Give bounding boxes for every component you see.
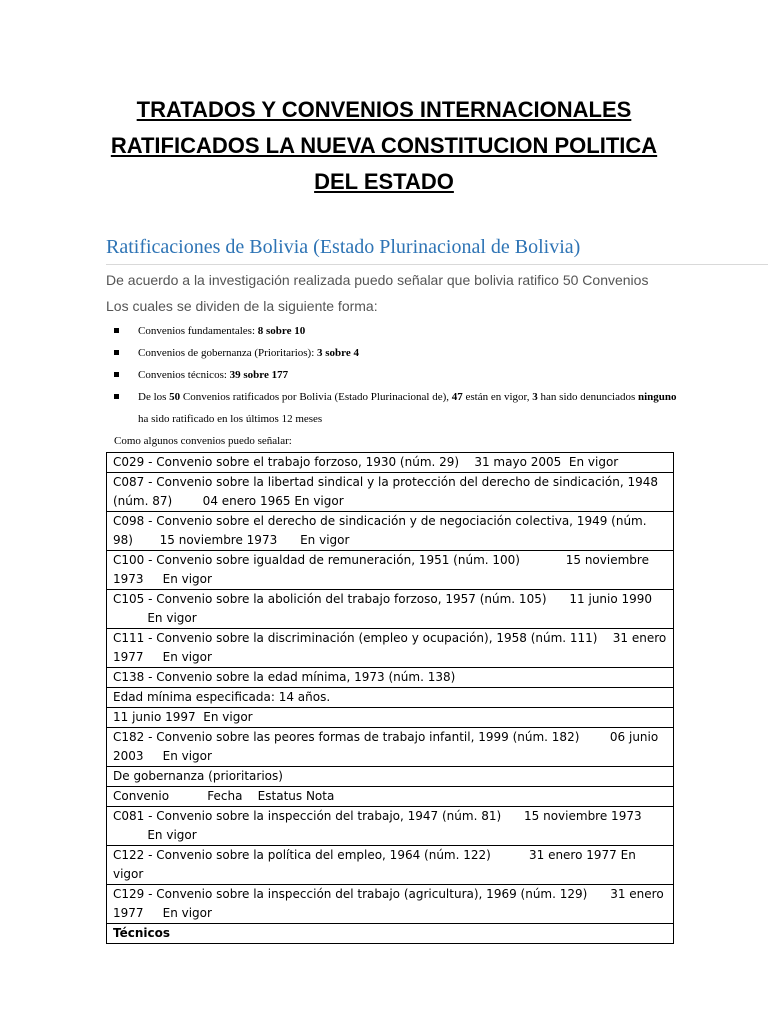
bullet-resumen: [112, 386, 712, 430]
bullet-value: ninguno: [637, 391, 677, 403]
table-cell: C105 - Convenio sobre la abolición del trabajo forzoso, 1957 (núm. 105) 11 junio 1990 En vigor: [107, 590, 674, 629]
table-row: [107, 590, 674, 629]
table-cell: Edad mínima especificada: 14 años.: [107, 688, 674, 708]
convenios-table: [106, 452, 674, 944]
table-row: [107, 708, 674, 728]
heading-divider: [106, 264, 768, 265]
bullet-text: han sido denunciados: [537, 391, 638, 403]
bullet-text: Convenios ratificados por Bolivia (Estado Plurinacional de),: [180, 391, 452, 403]
table-cell: C122 - Convenio sobre la política del empleo, 1964 (núm. 122) 31 enero 1977 En vigor: [107, 846, 674, 885]
table-cell: C081 - Convenio sobre la inspección del trabajo, 1947 (núm. 81) 15 noviembre 1973 En vigor: [107, 807, 674, 846]
table-cell: C087 - Convenio sobre la libertad sindical y la protección del derecho de sindicación, 1948 (núm. 87) 04 enero 1965 En vigor: [107, 473, 674, 512]
table-row: [107, 688, 674, 708]
bullet-text: están en vigor,: [462, 391, 533, 403]
table-cell: De gobernanza (prioritarios): [107, 767, 674, 787]
table-row: [107, 846, 674, 885]
square-bullet-icon: [114, 394, 119, 399]
table-cell: C138 - Convenio sobre la edad mínima, 1973 (núm. 138): [107, 668, 674, 688]
intro-line-2: Los cuales se dividen de la siguiente forma:: [106, 298, 378, 314]
table-row: [107, 473, 674, 512]
bullet-value: 50: [169, 391, 181, 403]
square-bullet-icon: [114, 372, 119, 377]
table-intro-text: Como algunos convenios puedo señalar:: [114, 435, 292, 447]
table-row: [107, 728, 674, 767]
table-cell: C029 - Convenio sobre el trabajo forzoso, 1930 (núm. 29) 31 mayo 2005 En vigor: [107, 453, 674, 473]
bullet-value: 3 sobre 4: [317, 347, 359, 359]
table-row: [107, 551, 674, 590]
table-cell: C182 - Convenio sobre las peores formas de trabajo infantil, 1999 (núm. 182) 06 junio 2003 En vigor: [107, 728, 674, 767]
table-cell: C111 - Convenio sobre la discriminación (empleo y ocupación), 1958 (núm. 111) 31 enero 1977 En vigor: [107, 629, 674, 668]
table-row: [107, 885, 674, 924]
bullet-tecnicos: [112, 364, 712, 386]
table-row: [107, 668, 674, 688]
table-row: [107, 453, 674, 473]
title-line-1: TRATADOS Y CONVENIOS INTERNACIONALES: [136, 97, 632, 122]
square-bullet-icon: [114, 350, 119, 355]
bullet-text-continued: ha sido ratificado en los últimos 12 meses: [138, 413, 323, 425]
bullet-value: 47: [451, 391, 463, 403]
bullet-gobernanza: [112, 342, 712, 364]
title-line-3: DEL ESTADO: [314, 169, 454, 194]
intro-line-1: De acuerdo a la investigación realizada puedo señalar que bolivia ratifico 50 Convenios: [106, 272, 649, 288]
document-title: [96, 92, 672, 200]
title-line-2: RATIFICADOS LA NUEVA CONSTITUCION POLITICA: [110, 133, 658, 158]
table-cell: C100 - Convenio sobre igualdad de remuneración, 1951 (núm. 100) 15 noviembre 1973 En vigor: [107, 551, 674, 590]
table-cell: 11 junio 1997 En vigor: [107, 708, 674, 728]
bullet-value: 39 sobre 177: [229, 369, 289, 381]
bullet-text: Convenios fundamentales:: [138, 325, 258, 337]
table-row: [107, 767, 674, 787]
bullet-text: De los: [138, 391, 170, 403]
table-row: [107, 924, 674, 944]
section-heading: Ratificaciones de Bolivia (Estado Plurinacional de Bolivia): [106, 236, 581, 258]
table-cell: C129 - Convenio sobre la inspección del trabajo (agricultura), 1969 (núm. 129) 31 enero 1977 En vigor: [107, 885, 674, 924]
table-row: [107, 629, 674, 668]
bullet-text: Convenios de gobernanza (Prioritarios):: [138, 347, 318, 359]
table-cell: Convenio Fecha Estatus Nota: [107, 787, 674, 807]
table-cell: Técnicos: [107, 924, 674, 944]
bullet-text: Convenios técnicos:: [138, 369, 230, 381]
table-row: [107, 807, 674, 846]
table-row: [107, 512, 674, 551]
bullet-fundamentales: [112, 320, 712, 342]
summary-bullet-list: [112, 320, 712, 430]
bullet-value: 8 sobre 10: [257, 325, 306, 337]
square-bullet-icon: [114, 328, 119, 333]
table-row: [107, 787, 674, 807]
table-cell: C098 - Convenio sobre el derecho de sindicación y de negociación colectiva, 1949 (núm. 98) 15 noviembre 1973 En vigor: [107, 512, 674, 551]
bullet-value: 3: [532, 391, 538, 403]
